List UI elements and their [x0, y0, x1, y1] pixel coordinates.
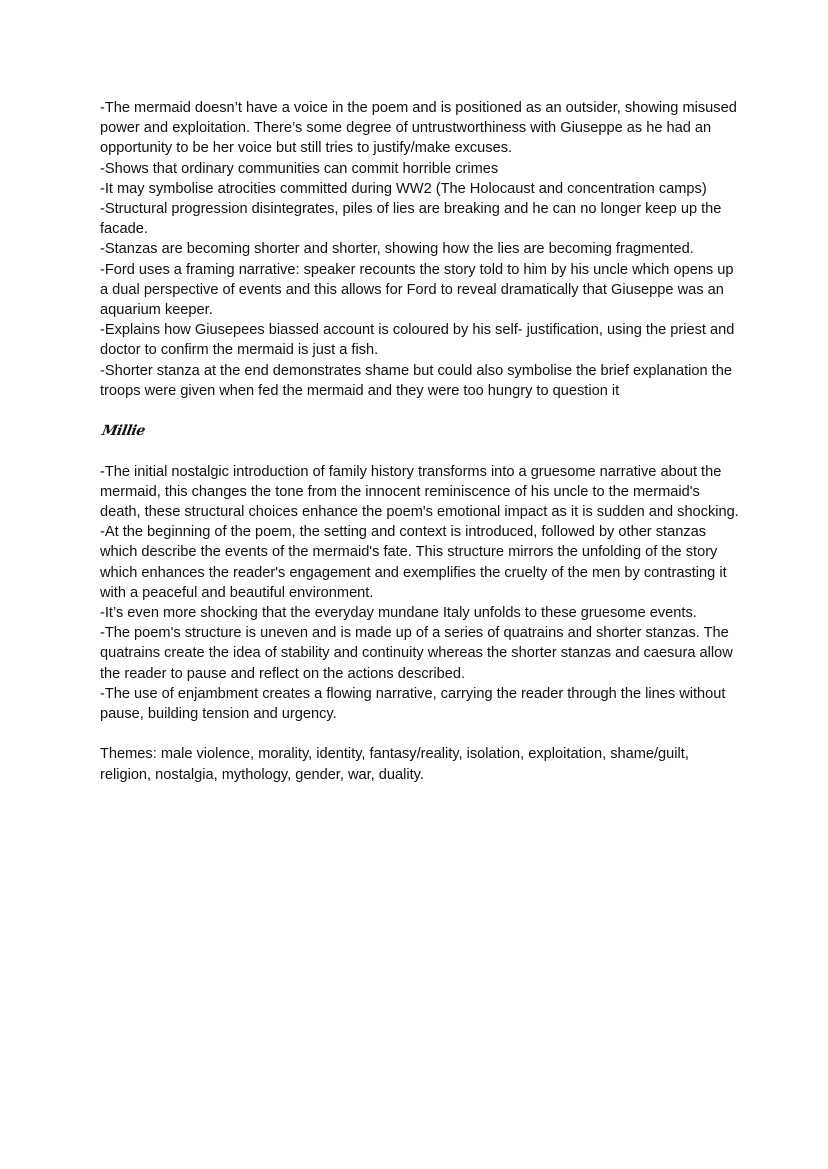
note-paragraph: -Stanzas are becoming shorter and shorter, showing how the lies are becoming fragmented. [100, 241, 694, 258]
note-paragraph: -The use of enjambment creates a flowing narrative, carrying the reader through the lines without pause, building tension and urgency. [100, 685, 726, 723]
note-paragraph: -The initial nostalgic introduction of family history transforms into a gruesome narrative about the mermaid, this changes the tone from the innocent reminiscence of his uncle to the mermaid's death, these structural choices enhance the poem's emotional impact as it is sudden and shocking. [100, 463, 739, 521]
note-paragraph: -Ford uses a framing narrative: speaker recounts the story told to him by his uncle which opens up a dual perspective of events and this allows for Ford to reveal dramatically that Giuseppe was an aquarium keeper. [100, 261, 734, 319]
document-page [100, 98, 740, 785]
section-heading: Millie [100, 423, 147, 440]
note-paragraph: -Explains how Giusepees biassed account is coloured by his self- justification, using the priest and doctor to confirm the mermaid is just a fish. [100, 322, 735, 359]
themes-paragraph: Themes: male violence, morality, identity, fantasy/reality, isolation, exploitation, shame/guilt, religion, nostalgia, mythology, gender, war, duality. [100, 746, 689, 783]
blank-line [100, 724, 740, 744]
note-paragraph: -Structural progression disintegrates, piles of lies are breaking and he can no longer keep up the facade. [100, 201, 722, 238]
note-paragraph: -The mermaid doesn’t have a voice in the poem and is positioned as an outsider, showing misused power and exploitation. There’s some degree of untrustworthiness with Giuseppe as he had an opportunity to be her voice but still tries to justify/make excuses. [100, 100, 737, 157]
note-paragraph: -The poem's structure is uneven and is made up of a series of quatrains and shorter stanzas. The quatrains create the idea of stability and continuity whereas the shorter stanzas and caesura allow the reader to pause and reflect on the actions described. [100, 625, 733, 682]
note-paragraph: -Shorter stanza at the end demonstrates shame but could also symbolise the brief explanation the troops were given when fed the mermaid and they were too hungry to question it [100, 362, 732, 399]
note-paragraph: -It’s even more shocking that the everyday mundane Italy unfolds to these gruesome events. [100, 605, 697, 622]
note-paragraph: -Shows that ordinary communities can commit horrible crimes [100, 160, 499, 177]
millie-notes-section [100, 462, 740, 725]
blank-line [100, 441, 740, 461]
note-paragraph: -It may symbolise atrocities committed during WW2 (The Holocaust and concentration camps) [100, 180, 707, 197]
blank-line [100, 401, 740, 421]
section-heading-wrapper [102, 421, 740, 441]
analysis-notes-section [100, 98, 740, 401]
note-paragraph: -At the beginning of the poem, the setting and context is introduced, followed by other stanzas which describe the events of the mermaid's fate. This structure mirrors the unfolding of the story which enhances the reader's engagement and exemplifies the cruelty of the men by contrasting it with a peaceful and beautiful environment. [100, 524, 727, 601]
